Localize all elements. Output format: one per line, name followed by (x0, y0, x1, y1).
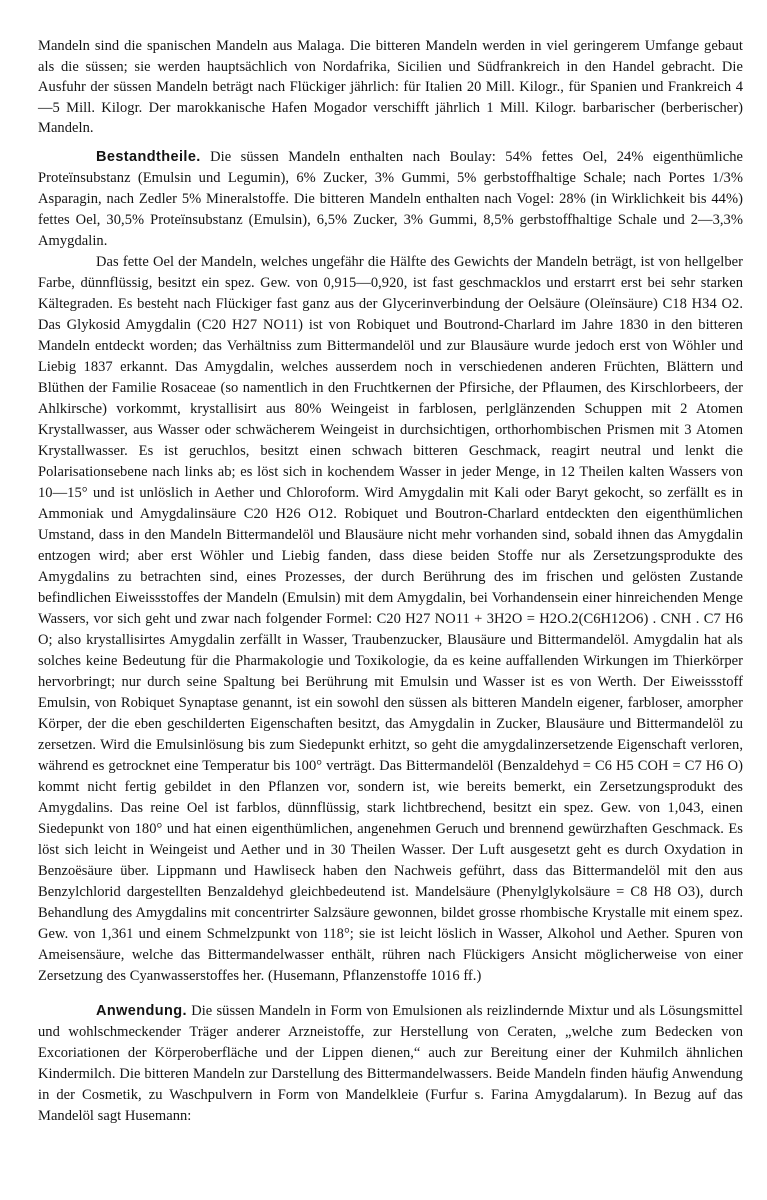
intro-paragraph: Mandeln sind die spanischen Mandeln aus Malaga. Die bitteren Mandeln werden in viel geringerem Umfange gebaut als die süssen; sie werden hauptsächlich von Nordafrika, Sicilien und Südfrankreich in den Handel gebracht. Die Ausfuhr der süssen Mandeln beträgt nach Flückiger jährlich: für Italien 20 Mill. Kilogr., für Spanien und Frankreich 4—5 Mill. Kilogr. Der marokkanische Hafen Mogador verschifft jährlich 1 Mill. Kilogr. barbarischer (berberischer) Mandeln. (38, 38, 743, 136)
bestandtheile-paragraph (38, 147, 743, 252)
anwendung-paragraph (38, 1001, 743, 1127)
bestandtheile-heading: Bestandtheile. (96, 148, 201, 165)
anwendung-heading: Anwendung. (96, 1002, 187, 1019)
anwendung-text: Die süssen Mandeln in Form von Emulsionen als reizlindernde Mixtur und als Lösungsmittel und wohlschmeckender Träger anderer Arzneistoffe, zur Herstellung von Ceraten, „welche zum Bedecken von Excoriationen der Körperoberfläche und der Lippen dienen,“ auch zur Bereitung einer der Kuhmilch ähnlichen Kindermilch. Die bitteren Mandeln zur Darstellung des Bittermandelwassers. Beide Mandeln finden häufig Anwendung in der Cosmetik, zu Waschpulvern in Form von Mandelkleie (Furfur s. Farina Amygdalarum). In Bezug auf das Mandelöl sagt Husemann: (38, 1002, 743, 1124)
bestandtheile-text: Die süssen Mandeln enthalten nach Boulay: 54% fettes Oel, 24% eigenthümliche Proteïnsubstanz (Emulsin und Legumin), 6% Zucker, 3% Gummi, 5% gerbstoffhaltige Schale; nach Portes 1/3% Asparagin, nach Zedler 5% Mineralstoffe. Die bitteren Mandeln enthalten nach Vogel: 28% (in Wirklichkeit bis 44%) fettes Oel, 30,5% Proteïnsubstanz (Emulsin), 6,5% Zucker, 3% Gummi, 8,5% gerbstoffhaltige Schale und 2—3,3% Amygdalin. (38, 148, 743, 249)
fatty-oil-paragraph: Das fette Oel der Mandeln, welches ungefähr die Hälfte des Gewichts der Mandeln beträgt, ist von hellgelber Farbe, dünnflüssig, besitzt ein spez. Gew. von 0,915—0,920, ist fast geschmacklos und erstarrt erst bei sehr starken Kältegraden. Es besteht nach Flückiger fast ganz aus der Glycerinverbindung der Oelsäure (Oleïnsäure) C18 H34 O2. Das Glykosid Amygdalin (C20 H27 NO11) ist von Robiquet und Boutrond-Charlard im Jahre 1830 in den bitteren Mandeln entdeckt worden; das Verhältniss zum Bittermandelöl und zur Blausäure wurde jedoch erst von Wöhler und Liebig 1837 erkannt. Das Amygdalin, welches ausserdem noch in verschiedenen anderen Früchten, Blättern und Blüthen der Familie Rosaceae (so namentlich in den Fruchtkernen der Pfirsiche, der Pflaumen, des Kirschlorbeers, der Ahlkirsche) vorkommt, krystallisirt aus 80% Weingeist in farblosen, perlglänzenden Schuppen mit 2 Atomen Krystallwasser, aus Wasser oder schwächerem Weingeist in durchsichtigen, orthorhombischen Prismen mit 3 Atomen Krystallwasser. Es ist geruchlos, besitzt einen schwach bitteren Geschmack, reagirt neutral und lenkt die Polarisationsebene nach links ab; es löst sich in kochendem Wasser in jeder Menge, in 12 Theilen kalten Wassers von 10—15° und ist unlöslich in Aether und Chloroform. Wird Amygdalin mit Kali oder Baryt gekocht, so zerfällt es in Ammoniak und Amygdalinsäure C20 H26 O12. Robiquet und Boutron-Charlard entdeckten den eigenthümlichen Umstand, dass in den Mandeln Bittermandelöl und Blausäure nicht mehr vorhanden sind, sobald ihnen das Amygdalin entzogen wird; aber erst Wöhler und Liebig fanden, dass diese beiden Stoffe nur als Zersetzungsprodukte des Amygdalins zu betrachten sind, eines Prozesses, der durch Berührung des im frischen und gelösten Zustande befindlichen Eiweissstoffes der Mandeln (Emulsin) mit dem Amygdalin, bei Vorhandensein einer hinreichenden Menge Wassers, vor sich geht und zwar nach folgender Formel: C20 H27 NO11 + 3H2O = H2O.2(C6H12O6) . CNH . C7 H6 O; also krystallisirtes Amygdalin zerfällt in Wasser, Traubenzucker, Blausäure und Bittermandelöl. Amygdalin hat als solches keine Bedeutung für die Pharmakologie und Toxikologie, da es keine auffallenden Wirkungen im Thierkörper hervorbringt; nur durch seine Spaltung bei Berührung mit Emulsin und Wasser ist es von Werth. Der Eiweissstoff Emulsin, von Robiquet Synaptase genannt, ist ein sowohl den süssen als bitteren Mandeln eigener, farbloser, amorpher Körper, der die eben geschilderten Eigenschaften besitzt, das Amygdalin in Zucker, Blausäure und Bittermandelöl zu zersetzen. Wird die Emulsinlösung bis zum Siedepunkt erhitzt, so geht die amygdalinzersetzende Eigenschaft verloren, während es getrocknet eine Temperatur bis 100° verträgt. Das Bittermandelöl (Benzaldehyd = C6 H5 COH = C7 H6 O) kommt nicht fertig gebildet in den Pflanzen vor, sondern ist, wie bereits bemerkt, ein Zersetzungsprodukt des Amygdalins. Das reine Oel ist farblos, dünnflüssig, stark lichtbrechend, besitzt ein spez. Gew. von 1,043, einen Siedepunkt von 180° und hat einen eigenthümlichen, angenehmen Geruch und brennend gewürzhaften Geschmack. Es löst sich leicht in Weingeist und Aether und in 30 Theilen Wasser. Der Luft ausgesetzt geht es durch Oxydation in Benzoësäure über. Lippmann und Hawliseck haben den Nachweis geführt, dass das Bittermandelöl mit den aus Benzylchlorid dargestellten Benzaldehyd gleichbedeutend ist. Mandelsäure (Phenylglykolsäure = C8 H8 O3), durch Behandlung des Amygdalins mit concentrirter Salzsäure gewonnen, bildet grosse rhombische Krystalle mit einem spez. Gew. von 1,361 und einem Schmelzpunkt von 118°; sie ist leicht löslich in Wasser, Alkohol und Aether. Spuren von Ameisensäure, welche das Bittermandelwasser enthält, rühren nach Flückigers Ansicht möglicherweise von einer Zersetzung des Cyanwasserstoffes her. (Husemann, Pflanzenstoffe 1016 ff.) (38, 253, 743, 984)
